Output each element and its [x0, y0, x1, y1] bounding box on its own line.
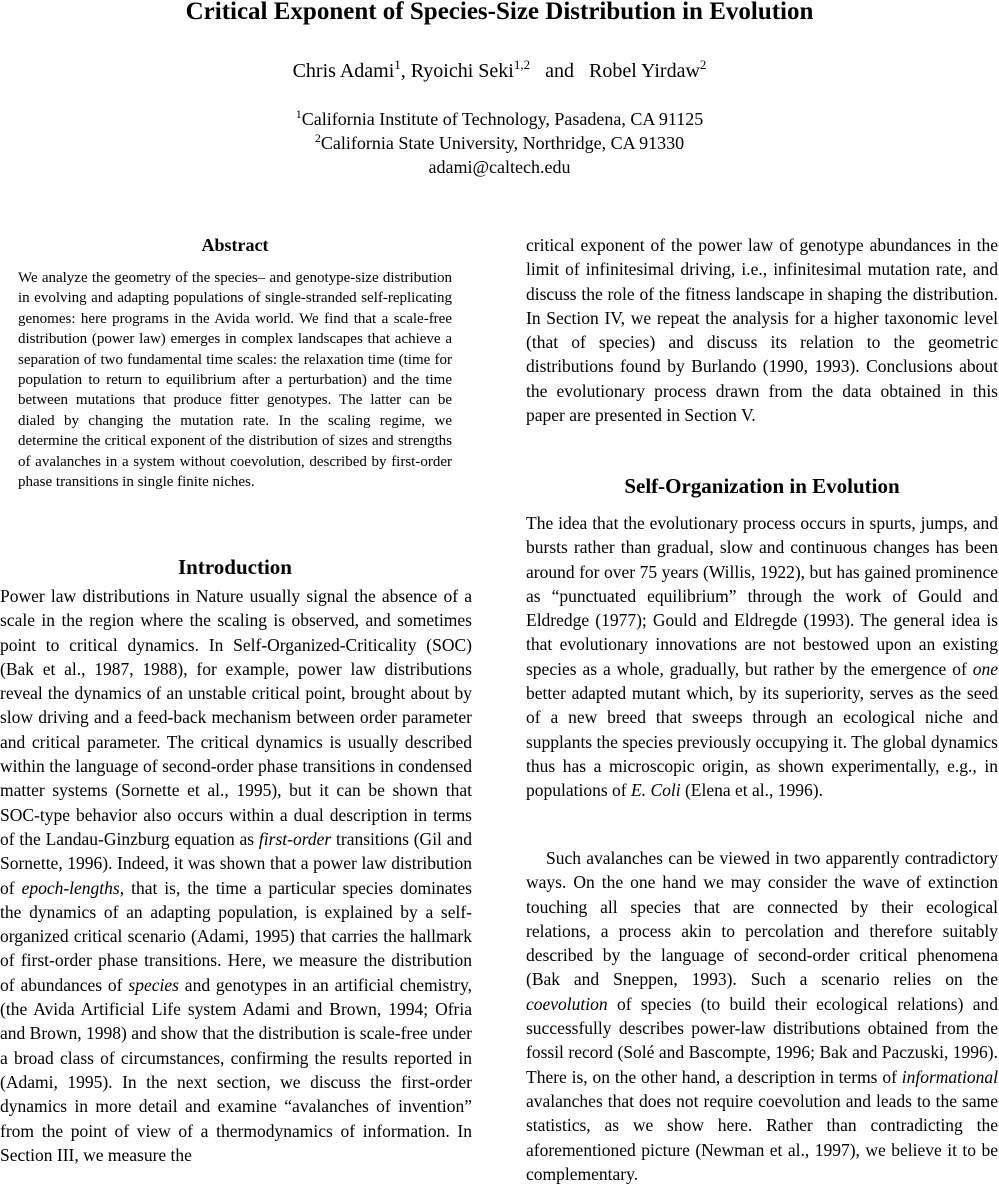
author-affiliation-mark: 1,2: [513, 57, 531, 72]
text-run: (Elena et al., 1996).: [680, 780, 823, 801]
author-separator: ,: [400, 60, 411, 82]
affiliation: [0, 107, 999, 131]
author-separator: and: [540, 60, 579, 82]
emphasis: informational: [901, 1066, 998, 1087]
text-run: of species (to build their ecological relations) and successfully describes power-law distributions obtained from the fossil record (Solé and Bascompte, 1996; Bak and Paczuski, 1996). There is, on the other hand, a description in terms of: [526, 993, 998, 1087]
author-name: Chris Adami: [292, 60, 395, 82]
text-run: avalanches that does not require coevolution and leads to the same statistics, as we show here. Rather than contradicting the aforementioned picture (Newman et al., 1997), we believe it to be complementary.: [526, 1090, 998, 1184]
emphasis: first-order: [258, 828, 332, 849]
author-name: Robel Yirdaw: [588, 60, 700, 82]
emphasis: one: [972, 658, 998, 679]
text-run: The idea that the evolutionary process occurs in spurts, jumps, and bursts rather than gradual, slow and continuous changes has been around for over 75 years (Willis, 1922), but has gained prominence as “punctuated equilibrium” through the work of Gould and Eldredge (1977); Gould and Eldregde (1993). The general idea is that evolutionary innovations are not bestowed upon an existing species as a whole, gradually, but rather by the emergence of: [526, 513, 998, 679]
introduction-heading: Introduction: [178, 555, 292, 579]
emphasis: E. Coli: [631, 780, 681, 801]
author-email: adami@caltech.edu: [428, 157, 571, 177]
text-run: better adapted mutant which, by its superiority, serves as the seed of a new breed that sweeps through an ecological niche and supplants the species previously occupying it. The global dynamics thus has a microscopic origin, as shown experimentally, e.g., in populations of: [526, 683, 998, 801]
affiliation-mark: 1: [295, 107, 302, 121]
affiliation-mark: 2: [314, 131, 321, 145]
emphasis: epoch-lengths: [21, 877, 120, 898]
emphasis: coevolution: [526, 993, 608, 1014]
abstract-heading: Abstract: [201, 235, 269, 255]
self-organization-paragraph: [526, 511, 998, 803]
author-name: Ryoichi Seki: [410, 60, 514, 82]
abstract-text: We analyze the geometry of the species– and genotype-size distribution in evolving and adapting populations of single-stranded self-replicating genomes: here programs in the Avida world. We find that a scale-free distribution (power law) emerges in complex landscapes that achieve a separation of two fundamental time scales: the relaxation time (time for population to return to equilibrium after a perturbation) and the time between mutations that produce fitter genotypes. The latter can be dialed by changing the mutation rate. In the scaling regime, we determine the critical exponent of the distribution of sizes and strengths of avalanches in a system without coevolution, described by first-order phase transitions in single finite niches.: [18, 270, 452, 491]
paper-title: Critical Exponent of Species-Size Distribution in Evolution: [185, 0, 814, 25]
text-run: and genotypes in an artificial chemistry, (the Avida Artificial Life system Adami and Brown, 1994; Ofria and Brown, 1998) and show that the distribution is scale-free under a broad class of circumstances, confirming the results reported in (Adami, 1995). In the next section, we discuss the first-order dynamics in more detail and examine “avalanches of invention” from the point of view of a thermodynamics of information. In Section III, we measure the: [0, 974, 472, 1165]
introduction-continuation: critical exponent of the power law of genotype abundances in the limit of infinitesimal driving, i.e., infinitesimal mutation rate, and discuss the role of the fitness landscape in shaping the distribution. In Section IV, we repeat the analysis for a higher taxonomic level (that of species) and discuss its relation to the geometric distributions found by Burlando (1990, 1993). Conclusions about the evolutionary process drawn from the data obtained in this paper are presented in Section V.: [526, 235, 998, 426]
text-run: Power law distributions in Nature usually signal the absence of a scale in the region where the scaling is observed, and sometimes point to critical dynamics. In Self-Organized-Criticality (SOC) (Bak et al., 1987, 1988), for example, power law distributions reveal the dynamics of an unstable critical point, brought about by slow driving and a feed-back mechanism between order parameter and critical parameter. The critical dynamics is usually described within the language of second-order phase transitions in condensed matter systems (Sornette et al., 1995), but it can be shown that SOC-type behavior also occurs within a dual description in terms of the Landau-Ginzburg equation as: [0, 586, 472, 849]
text-run: , that is, the time a particular species dominates the dynamics of an adapting population, is explained by a self-organized critical scenario (Adami, 1995) that carries the hallmark of first-order phase transitions. Here, we measure the distribution of abundances of: [0, 877, 472, 995]
author-affiliation-mark: 2: [699, 57, 707, 72]
self-organization-paragraph: [526, 846, 998, 1186]
introduction-paragraph: [0, 584, 472, 1167]
author-affiliation-mark: 1: [394, 57, 401, 72]
affiliation-text: California Institute of Technology, Pasadena, CA 91125: [301, 109, 704, 129]
emphasis: species: [128, 974, 179, 995]
affiliation-text: California State University, Northridge, CA 91330: [320, 133, 685, 153]
affiliation: [0, 131, 999, 155]
author-list: [0, 57, 999, 85]
text-run: Such avalanches can be viewed in two apparently contradictory ways. On the one hand we may consider the wave of extinction touching all species that are connected by their ecological relations, a process akin to percolation and therefore suitably described by the language of second-order critical phenomena (Bak and Sneppen, 1993). Such a scenario relies on the: [526, 848, 998, 990]
self-organization-heading: Self-Organization in Evolution: [624, 474, 900, 498]
text-run: transitions (Gil and Sornette, 1996). Indeed, it was shown that a power law distribution of: [0, 828, 472, 898]
